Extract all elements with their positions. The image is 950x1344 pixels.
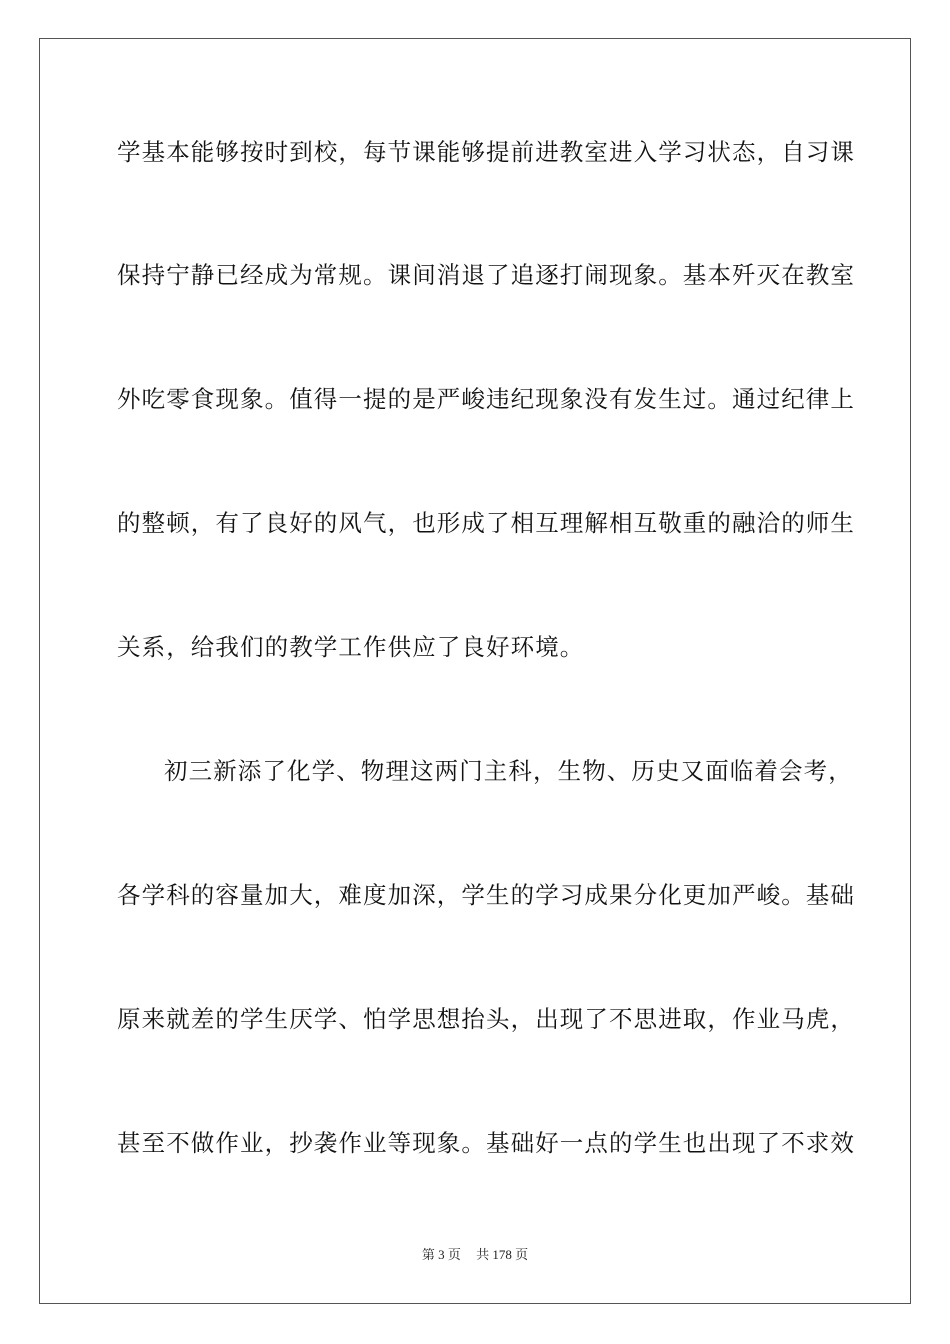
body-text-line: 学基本能够按时到校，每节课能够提前进教室进入学习状态，自习课 — [117, 138, 855, 166]
body-text-line: 原来就差的学生厌学、怕学思想抬头，出现了不思进取，作业马虎， — [117, 1005, 855, 1033]
body-text-line: 各学科的容量加大，难度加深，学生的学习成果分化更加严峻。基础 — [117, 881, 855, 909]
paragraph-first-line: 初三新添了化学、物理这两门主科，生物、历史又面临着会考， — [164, 757, 853, 785]
body-text-line: 甚至不做作业，抄袭作业等现象。基础好一点的学生也出现了不求效 — [117, 1129, 855, 1157]
body-text-line: 的整顿，有了良好的风气，也形成了相互理解相互敬重的融洽的师生 — [117, 509, 855, 537]
page-number: 第 3 页 — [421, 1247, 461, 1262]
body-text-line: 关系，给我们的教学工作供应了良好环境。 — [117, 633, 585, 661]
body-text-line: 保持宁静已经成为常规。课间消退了追逐打闹现象。基本歼灭在教室 — [117, 261, 855, 289]
total-pages: 共 178 页 — [476, 1247, 529, 1262]
body-text-line: 外吃零食现象。值得一提的是严峻违纪现象没有发生过。通过纪律上 — [117, 385, 855, 413]
page-footer — [0, 1246, 950, 1264]
page-border — [39, 38, 911, 1304]
